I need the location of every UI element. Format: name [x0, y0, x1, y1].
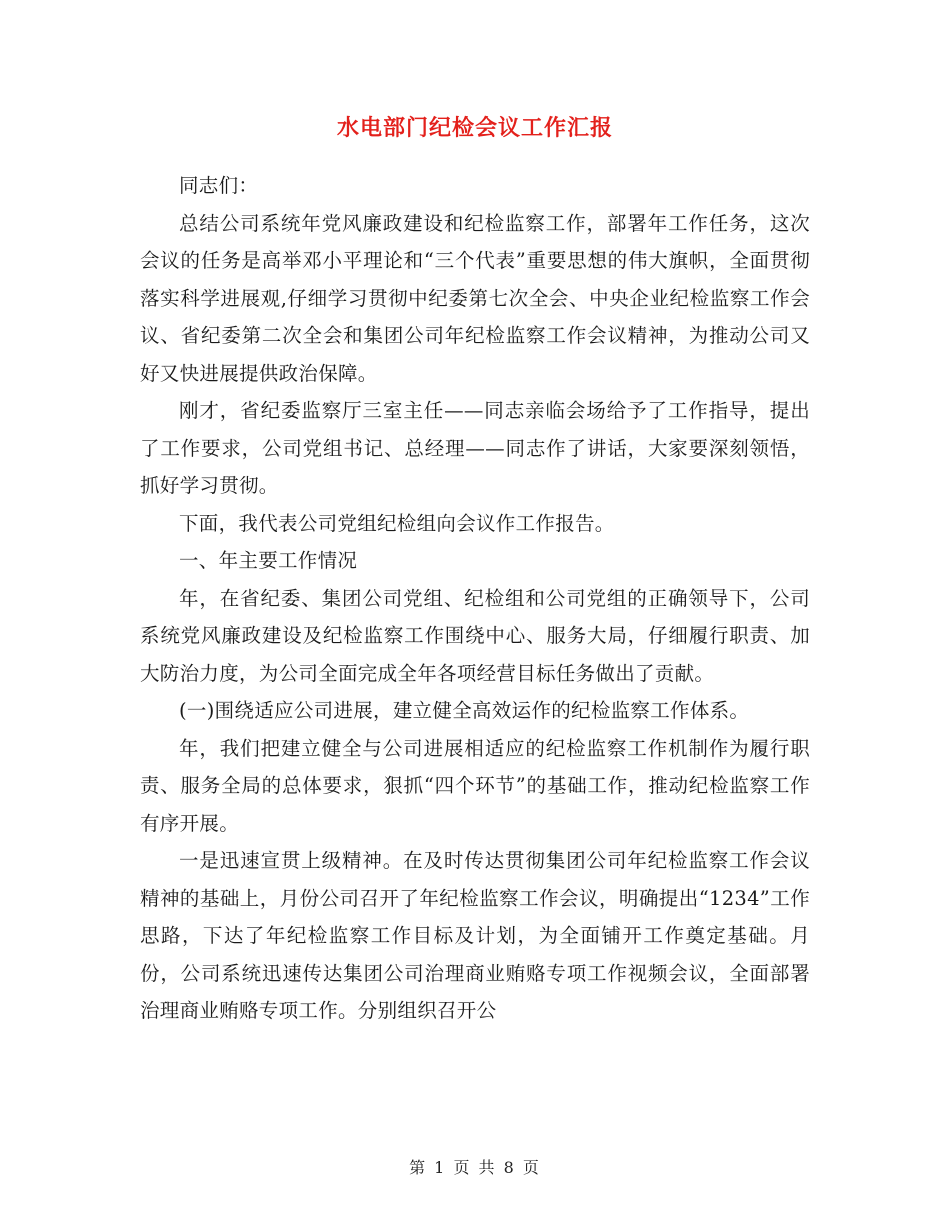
paragraph: 下面，我代表公司党组纪检组向会议作工作报告。 [179, 511, 615, 535]
paragraph: 刚才，省纪委监察厅三室主任——同志亲临会场给予了工作指导，提出了工作要求，公司党组书记、总经理——同志作了讲话，大家要深刻领悟，抓好学习贯彻。 [140, 399, 810, 497]
document-title: 水电部门纪检会议工作汇报 [336, 115, 613, 141]
subsection-heading: (一)围绕适应公司进展，建立健全高效运作的纪检监察工作体系。 [179, 699, 750, 722]
section-heading: 一、年主要工作情况 [179, 549, 358, 572]
paragraph: 年，我们把建立健全与公司进展相适应的纪检监察工作机制作为履行职责、服务全局的总体要求，狠抓“四个环节”的基础工作，推动纪检监察工作有序开展。 [140, 736, 810, 835]
page-number-footer: 第 1 页 共 8 页 [409, 1158, 541, 1177]
paragraph: 一是迅速宣贯上级精神。在及时传达贯彻集团公司年纪检监察工作会议精神的基础上，月份公司召开了年纪检监察工作会议，明确提出“1234”工作思路，下达了年纪检监察工作目标及计划，为全面铺开工作奠定基础。月份，公司系统迅速传达集团公司治理商业贿赂专项工作视频会议，全面部署治理商业贿赂专项工作。分别组织召开公 [140, 849, 810, 1022]
paragraph: 总结公司系统年党风廉政建设和纪检监察工作，部署年工作任务，这次会议的任务是高举邓小平理论和“三个代表”重要思想的伟大旗帜，全面贯彻落实科学进展观,仔细学习贯彻中纪委第七次全会、中央企业纪检监察工作会议、省纪委第二次全会和集团公司年纪检监察工作会议精神，为推动公司又好又快进展提供政治保障。 [140, 211, 810, 385]
paragraph: 年，在省纪委、集团公司党组、纪检组和公司党组的正确领导下，公司系统党风廉政建设及纪检监察工作围绕中心、服务大局，仔细履行职责、加大防治力度，为公司全面完成全年各项经营目标任务做出了贡献。 [140, 586, 810, 685]
paragraph-salutation: 同志们： [179, 174, 259, 197]
document-body [140, 167, 810, 1030]
